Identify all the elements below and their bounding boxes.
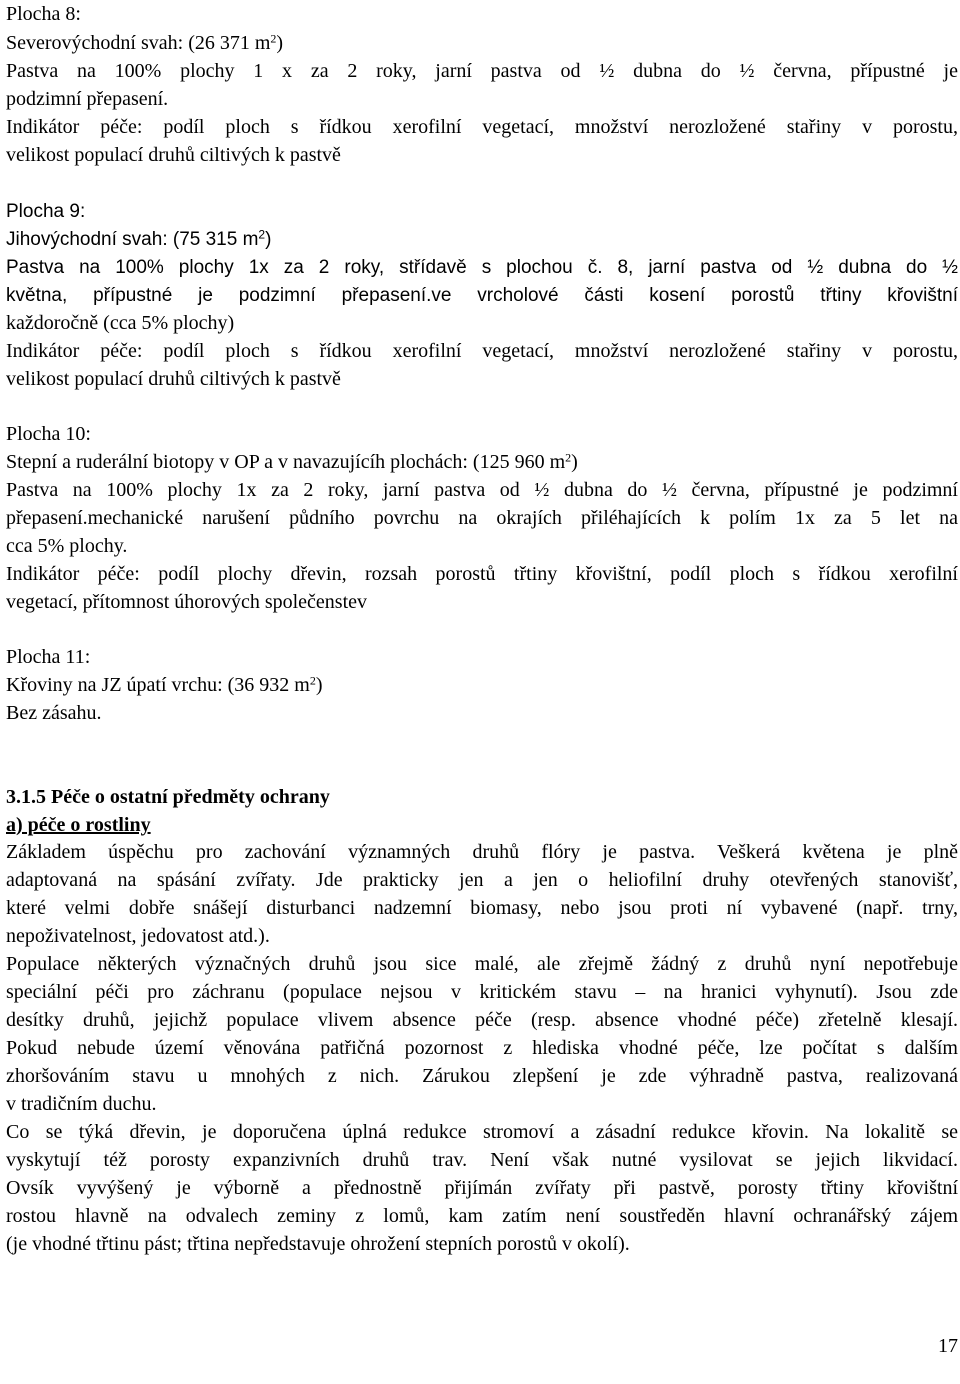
plocha11-area-sup: 2	[309, 673, 316, 688]
paragraph1-line3: které velmi dobře snášejí disturbanci nadzemní biomasy, nebo jsou proti ní vybavené (např. trny,	[6, 897, 958, 919]
plocha8-area-sup: 2	[270, 31, 277, 46]
plocha8-indicator-line2: velikost populací druhů ciltivých k pastvě	[6, 144, 341, 166]
paragraph3-line1: Co se týká dřevin, je doporučena úplná redukce stromoví a zásadní redukce křovin. Na lokalitě se	[6, 1121, 958, 1143]
plocha9-area-text: Jihovýchodní svah: (75 315 m	[6, 229, 259, 250]
plocha10-grazing-line2: přepasení.mechanické narušení půdního povrchu na okrajích přiléhajících k polím 1x za 5 let na	[6, 507, 958, 529]
paragraph3-line5: (je vhodné třtinu pást; třtina nepředstavuje ohrožení stepních porostů v okolí).	[6, 1233, 630, 1255]
paragraph3-line2: vyskytují též porosty expanzivních druhů trav. Není však nutné vysilovat se jejich likvidací.	[6, 1149, 958, 1171]
paragraph1-line2: adaptovaná na spásání zvířaty. Jde prakticky jen a jen o heliofilní druhy otevřených stanovišť,	[6, 869, 958, 891]
paragraph1-line1: Základem úspěchu pro zachování významných druhů flóry je pastva. Veškerá květena je plně	[6, 841, 958, 863]
plocha9-indicator-line2: velikost populací druhů ciltivých k pastvě	[6, 368, 341, 390]
paragraph2-line5: zhoršováním stavu u mnohých z nich. Zárukou zlepšení je zde výhradně pastva, realizovaná	[6, 1065, 958, 1087]
page-number: 17	[938, 1335, 958, 1357]
paragraph2-line4: Pokud nebude území věnována patřičná pozornost z hlediska vhodné péče, lze počítat s dalším	[6, 1037, 958, 1059]
plocha9-area-end: )	[265, 229, 272, 250]
paragraph1-line4: nepoživatelnost, jedovatost atd.).	[6, 925, 270, 947]
plocha10-indicator-line1: Indikátor péče: podíl plochy dřevin, rozsah porostů třtiny křovištní, podíl ploch s řídkou xerofilní	[6, 563, 958, 585]
plocha9-area	[6, 228, 271, 252]
plocha11-title: Plocha 11:	[6, 646, 91, 668]
plocha8-area-text: Severovýchodní svah: (26 371 m	[6, 32, 271, 54]
plocha11-area	[6, 673, 323, 697]
plocha8-indicator-line1: Indikátor péče: podíl ploch s řídkou xerofilní vegetací, množství nerozložené stařiny v porostu,	[6, 116, 958, 138]
plocha9-area-sup: 2	[258, 227, 266, 242]
plocha8-grazing-line1: Pastva na 100% plochy 1 x za 2 roky, jarní pastva od ½ dubna do ½ června, přípustné je	[6, 60, 958, 82]
paragraph3-line4: rostou hlavně na odvalech zeminy z lomů, kam zatím není soustředěn hlavní ochranářský zájem	[6, 1205, 958, 1227]
plocha8-area-end: )	[276, 32, 284, 54]
plocha10-area-sup: 2	[565, 450, 572, 465]
plocha10-area-end: )	[571, 451, 578, 473]
plocha10-area	[6, 450, 578, 474]
plocha10-grazing-line3: cca 5% plochy.	[6, 535, 128, 557]
paragraph2-line3: desítky druhů, jejichž populace vlivem absence péče (resp. absence vhodné péče) zřetelně klesají.	[6, 1009, 958, 1031]
plocha8-title: Plocha 8:	[6, 3, 81, 25]
plocha10-area-text: Stepní a ruderální biotopy v OP a v navazujícíh plochách: (125 960 m	[6, 451, 566, 473]
plocha9-grazing-line3: každoročně (cca 5% plochy)	[6, 312, 235, 334]
section-heading: 3.1.5 Péče o ostatní předměty ochrany	[6, 786, 330, 808]
paragraph3-line3: Ovsík vyvýšený je výborně a přednostně přijímán zvířaty při pastvě, porosty třtiny křovištní	[6, 1177, 958, 1199]
plocha9-indicator-line1: Indikátor péče: podíl ploch s řídkou xerofilní vegetací, množství nerozložené stařiny v porostu,	[6, 340, 958, 362]
plocha10-grazing-line1: Pastva na 100% plochy 1x za 2 roky, jarní pastva od ½ dubna do ½ června, přípustné je podzimní	[6, 479, 958, 501]
plocha11-note: Bez zásahu.	[6, 702, 102, 724]
plocha8-grazing-line2: podzimní přepasení.	[6, 88, 169, 110]
plocha9-title: Plocha 9:	[6, 201, 86, 222]
section-subheading: a) péče o rostliny	[6, 814, 151, 836]
plocha10-indicator-line2: vegetací, přítomnost úhorových společenstev	[6, 591, 368, 613]
plocha9-grazing-line2: května, přípustné je podzimní přepasení.ve vrcholové části kosení porostů třtiny křovištní	[6, 285, 958, 306]
paragraph2-line6: v tradičním duchu.	[6, 1093, 157, 1115]
plocha8-area	[6, 31, 283, 55]
plocha11-area-end: )	[315, 674, 323, 696]
plocha10-title: Plocha 10:	[6, 423, 91, 445]
paragraph2-line2: speciální péči pro záchranu (populace nejsou v kritickém stavu – na hranici vyhynutí). Jsou zde	[6, 981, 958, 1003]
plocha11-area-text: Křoviny na JZ úpatí vrchu: (36 932 m	[6, 674, 310, 696]
paragraph2-line1: Populace některých význačných druhů jsou sice malé, ale zřejmě žádný z druhů nyní nepotřebuje	[6, 953, 958, 975]
plocha9-grazing-line1: Pastva na 100% plochy 1x za 2 roky, střídavě s plochou č. 8, jarní pastva od ½ dubna do ½	[6, 257, 958, 278]
